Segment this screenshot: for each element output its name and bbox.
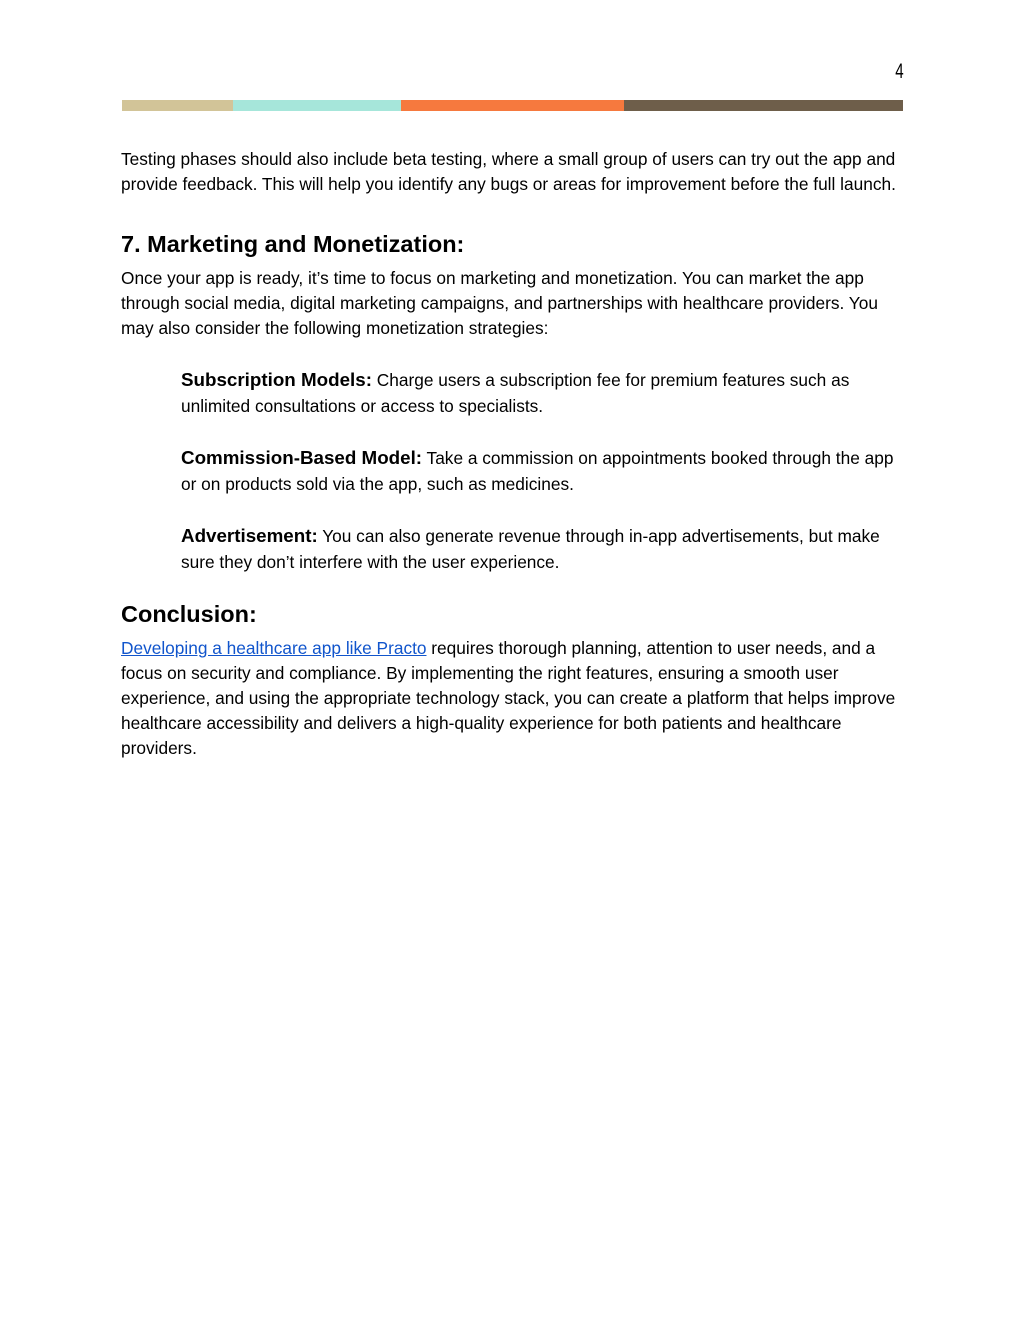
strategy-term: Subscription Models: — [181, 369, 372, 390]
strategy-subscription — [181, 367, 905, 419]
conclusion-heading: Conclusion: — [121, 601, 257, 627]
conclusion-paragraph — [121, 636, 905, 761]
strategy-description: Charge users a subscription fee for premium features such as unlimited consultations or access to specialists. — [181, 370, 850, 416]
marketing-heading: 7. Marketing and Monetization: — [121, 231, 465, 257]
conclusion-text: requires thorough planning, attention to user needs, and a focus on security and compliance. By implementing the right features, ensuring a smooth user experience, and using the appropriate technology stack, you can create a platform that helps improve healthcare accessibility and delivers a high-quality experience for both patients and healthcare providers. — [121, 638, 896, 758]
practo-article-link[interactable]: Developing a healthcare app like Practo — [121, 638, 427, 658]
strategy-description: Take a commission on appointments booked through the app or on products sold via the app, such as medicines. — [181, 448, 894, 494]
intro-paragraph: Testing phases should also include beta testing, where a small group of users can try out the app and provide feedback. This will help you identify any bugs or areas for improvement before the full launch. — [121, 149, 896, 194]
strategy-commission — [181, 445, 905, 497]
strategy-advertisement — [181, 523, 905, 575]
marketing-paragraph: Once your app is ready, it’s time to focus on marketing and monetization. You can market the app through social media, digital marketing campaigns, and partnerships with healthcare providers. You may also consider the following monetization strategies: — [121, 268, 878, 338]
color-bar-segment — [233, 100, 401, 111]
decorative-color-bar — [122, 100, 903, 111]
page-number: 4 — [895, 60, 904, 83]
color-bar-segment — [624, 100, 903, 111]
strategy-term: Advertisement: — [181, 525, 318, 546]
color-bar-segment — [401, 100, 624, 111]
strategy-term: Commission-Based Model: — [181, 447, 423, 468]
color-bar-segment — [122, 100, 233, 111]
document-body — [121, 147, 905, 761]
monetization-strategies — [121, 367, 905, 575]
strategy-description: You can also generate revenue through in-app advertisements, but make sure they don’t interfere with the user experience. — [181, 526, 880, 572]
